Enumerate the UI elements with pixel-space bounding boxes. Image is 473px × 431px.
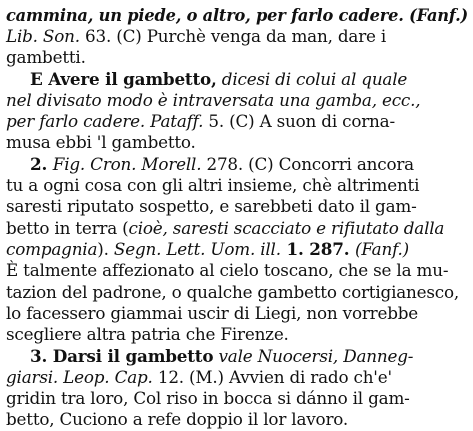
text-run: (Fanf.) [403,5,468,25]
line-content [6,387,410,409]
text-run: Lib. Son. [6,26,80,46]
line-content [6,25,386,47]
text-line-7 [6,131,196,153]
text-run: scegliere altra patria che Firenze. [6,324,289,344]
text-run: cammina, un piede, o altro, per farlo cadere. [6,5,404,25]
line-content [6,110,395,132]
line-content [6,302,418,324]
text-run: betto in terra ( [6,218,129,238]
text-run: gambetti. [6,47,86,67]
text-line-20 [6,408,348,430]
text-run: saresti riputato sospetto, e sarebbeti dato il gam- [6,196,417,216]
line-content [30,345,413,367]
text-run: ). [97,239,114,259]
text-run: giarsi. Leop. Cap. [6,367,153,387]
text-run: cioè, saresti scacciato e rifiutato dalla [128,218,445,238]
text-run: tu a ogni cosa con gli altri insieme, chè altrimenti [6,175,420,195]
text-line-3 [6,46,86,68]
text-run: lo facessero giammai uscir di Liegi, non vorrebbe [6,303,419,323]
text-line-16 [6,323,289,345]
text-line-13 [6,259,448,281]
text-line-1 [6,4,473,26]
text-run: nel divisato modo è intraversata una gamba, ecc., [6,90,421,110]
text-run: musa ebbi 'l gambetto. [6,132,196,152]
text-run: 278. (C) Concorri ancora [201,154,414,174]
line-content [6,174,419,196]
text-run: 5. (C) A suon di corna- [203,111,395,131]
text-line-15 [6,302,418,324]
text-run: E Avere il gambetto, [30,69,217,89]
line-content [6,89,420,111]
text-run: È talmente affezionato al cielo toscano, che se la mu- [6,260,449,280]
text-line-14 [6,281,459,303]
text-run: 2. [30,154,53,174]
text-line-10 [6,195,417,217]
text-run: 1. 287. [280,239,355,259]
line-content [6,238,409,260]
text-run: 12. (M.) Avvien di rado ch'e' [152,367,392,387]
text-run: Fig. Cron. Morell. [52,154,202,174]
line-content [6,366,392,388]
text-run: 63. (C) Purchè venga da man, dare i [79,26,387,46]
text-run: betto, Cuciono a refe doppio il lor lavoro. [6,409,349,429]
line-content [6,281,459,303]
line-content [6,4,468,26]
line-content [30,68,407,90]
dictionary-page [6,4,468,428]
text-line-6 [6,110,395,132]
line-content [6,217,444,239]
line-content [6,131,196,153]
line-content [6,408,348,430]
text-line-11 [6,217,444,239]
line-content [30,153,414,175]
text-run: 3. Darsi il gambetto [30,346,214,366]
text-line-8 [30,153,414,175]
text-line-5 [6,89,420,111]
text-line-2 [6,25,386,47]
text-run: vale Nuocersi, Danneg- [213,346,414,366]
text-run: per farlo cadere. Pataff. [6,111,204,131]
line-content [6,46,86,68]
text-line-9 [6,174,419,196]
text-line-19 [6,387,410,409]
line-content [6,259,448,281]
text-run: Segn. Lett. Uom. ill. [113,239,281,259]
line-content [6,323,289,345]
text-line-17 [30,345,413,367]
text-run: dicesi di colui al quale [216,69,408,89]
text-run: (Fanf.) [355,239,409,259]
line-content [6,195,417,217]
text-run: tazion del padrone, o qualche gambetto cortigianesco, [6,282,460,302]
text-run: gridin tra loro, Col riso in bocca si dánno il gam- [6,388,410,408]
text-line-18 [6,366,392,388]
text-line-4 [30,68,407,90]
text-line-12 [6,238,409,260]
text-run: compagnia [6,239,98,259]
